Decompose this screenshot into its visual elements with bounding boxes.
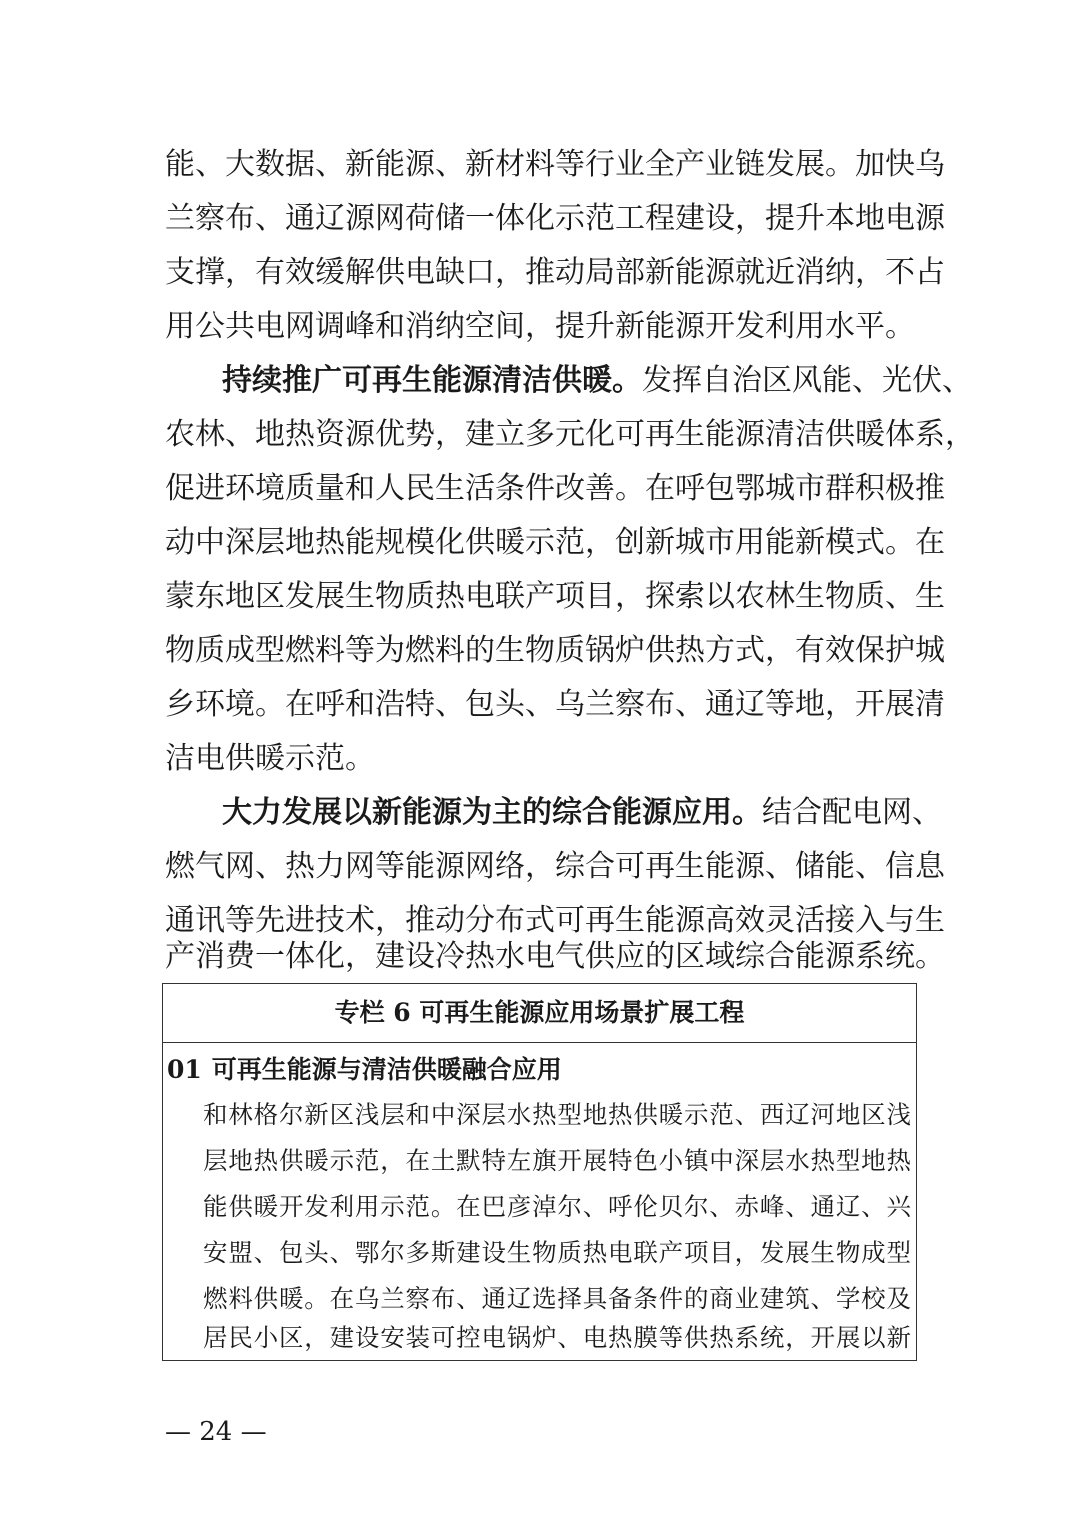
paragraph-line: 燃气网、热力网等能源网络，综合可再生能源、储能、信息 bbox=[165, 849, 945, 884]
paragraph-line: 能、大数据、新能源、新材料等行业全产业链发展。加快乌 bbox=[165, 147, 945, 182]
paragraph-line: 洁电供暖示范。 bbox=[165, 741, 375, 776]
paragraph-first-line bbox=[222, 354, 972, 408]
box-item-number: 01 bbox=[167, 1055, 202, 1084]
paragraph-line: 兰察布、通辽源网荷储一体化示范工程建设，提升本地电源 bbox=[165, 201, 945, 236]
paragraph-first-line bbox=[222, 786, 942, 840]
paragraph-line: 产消费一体化，建设冷热水电气供应的区域综合能源系统。 bbox=[165, 939, 945, 974]
paragraph-text: 发挥自治区风能、光伏、 bbox=[642, 363, 972, 398]
box-item-title: 可再生能源与清洁供暖融合应用 bbox=[211, 1055, 562, 1084]
paragraph-line: 物质成型燃料等为燃料的生物质锅炉供热方式，有效保护城 bbox=[165, 633, 945, 668]
paragraph-text: 结合配电网、 bbox=[762, 795, 942, 830]
paragraph-heading: 持续推广可再生能源清洁供暖。 bbox=[222, 363, 642, 398]
feature-box bbox=[162, 983, 917, 1361]
paragraph-line: 乡环境。在呼和浩特、包头、乌兰察布、通辽等地，开展清 bbox=[165, 687, 945, 722]
paragraph-line: 促进环境质量和人民生活条件改善。在呼包鄂城市群积极推 bbox=[165, 471, 945, 506]
paragraph-line: 用公共电网调峰和消纳空间，提升新能源开发利用水平。 bbox=[165, 309, 915, 344]
box-line: 居民小区，建设安装可控电锅炉、电热膜等供热系统，开展以新 bbox=[203, 1323, 911, 1352]
box-line: 和林格尔新区浅层和中深层水热型地热供暖示范、西辽河地区浅 bbox=[203, 1100, 911, 1129]
page-number: — 24 — bbox=[165, 1417, 267, 1447]
box-title: 专栏 6 可再生能源应用场景扩展工程 bbox=[334, 998, 745, 1027]
box-line: 能供暖开发利用示范。在巴彦淖尔、呼伦贝尔、赤峰、通辽、兴 bbox=[203, 1192, 911, 1221]
paragraph-line: 农林、地热资源优势，建立多元化可再生能源清洁供暖体系， bbox=[165, 417, 975, 452]
box-line: 安盟、包头、鄂尔多斯建设生物质热电联产项目，发展生物成型 bbox=[203, 1238, 911, 1267]
paragraph-line: 蒙东地区发展生物质热电联产项目，探索以农林生物质、生 bbox=[165, 579, 945, 614]
box-line: 层地热供暖示范，在土默特左旗开展特色小镇中深层水热型地热 bbox=[203, 1146, 911, 1175]
paragraph-line: 通讯等先进技术，推动分布式可再生能源高效灵活接入与生 bbox=[165, 903, 945, 938]
paragraph-heading: 大力发展以新能源为主的综合能源应用。 bbox=[222, 795, 762, 830]
box-divider bbox=[163, 1042, 916, 1043]
paragraph-line: 支撑，有效缓解供电缺口，推动局部新能源就近消纳，不占 bbox=[165, 255, 945, 290]
box-item-heading bbox=[167, 1048, 562, 1092]
box-line: 燃料供暖。在乌兰察布、通辽选择具备条件的商业建筑、学校及 bbox=[203, 1284, 911, 1313]
paragraph-line: 动中深层地热能规模化供暖示范，创新城市用能新模式。在 bbox=[165, 525, 945, 560]
